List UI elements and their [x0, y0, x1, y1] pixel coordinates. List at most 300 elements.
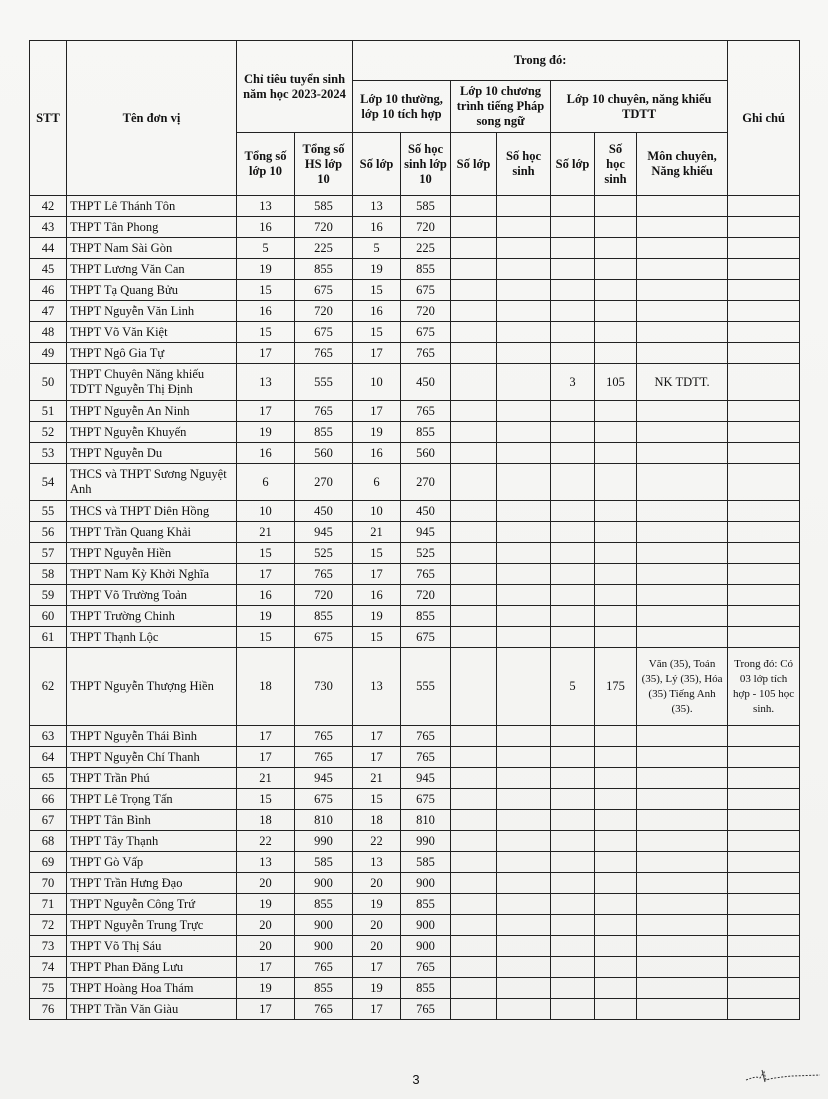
- cell-so-lop-chuyen: [551, 747, 595, 768]
- cell-mon-chuyen: [637, 627, 728, 648]
- cell-tong-so-hs: 765: [295, 957, 353, 978]
- cell-so-lop-phap: [451, 422, 497, 443]
- cell-so-lop-chuyen: [551, 238, 595, 259]
- cell-so-hs-phap: [497, 978, 551, 999]
- cell-so-hs: 585: [401, 196, 451, 217]
- cell-so-hs: 765: [401, 401, 451, 422]
- cell-so-hs-phap: [497, 280, 551, 301]
- cell-so-lop-chuyen: [551, 831, 595, 852]
- cell-stt: 73: [30, 936, 67, 957]
- cell-so-hs-phap: [497, 464, 551, 501]
- cell-so-lop: 5: [353, 238, 401, 259]
- cell-so-lop-phap: [451, 443, 497, 464]
- cell-so-hs-chuyen: [595, 464, 637, 501]
- cell-tong-so-lop: 16: [237, 585, 295, 606]
- header-lop10-phap: Lớp 10 chương trình tiếng Pháp song ngữ: [451, 81, 551, 133]
- cell-so-hs: 945: [401, 522, 451, 543]
- cell-so-lop-phap: [451, 238, 497, 259]
- cell-so-hs: 945: [401, 768, 451, 789]
- cell-so-hs-phap: [497, 364, 551, 401]
- cell-so-hs-chuyen: [595, 196, 637, 217]
- cell-tong-so-hs: 855: [295, 259, 353, 280]
- cell-so-lop-phap: [451, 322, 497, 343]
- table-row: [30, 501, 800, 522]
- cell-tong-so-hs: 765: [295, 747, 353, 768]
- cell-stt: 56: [30, 522, 67, 543]
- cell-so-hs: 855: [401, 606, 451, 627]
- cell-so-lop: 20: [353, 915, 401, 936]
- cell-so-lop: 20: [353, 936, 401, 957]
- cell-so-lop: 17: [353, 957, 401, 978]
- cell-mon-chuyen: [637, 501, 728, 522]
- cell-mon-chuyen: [637, 422, 728, 443]
- cell-so-hs-chuyen: [595, 999, 637, 1020]
- cell-so-lop-chuyen: 5: [551, 648, 595, 726]
- cell-tong-so-lop: 5: [237, 238, 295, 259]
- cell-tong-so-lop: 17: [237, 726, 295, 747]
- cell-mon-chuyen: [637, 196, 728, 217]
- cell-so-lop-phap: [451, 401, 497, 422]
- cell-name: THPT Lương Văn Can: [67, 259, 237, 280]
- cell-ghi-chu: [728, 501, 800, 522]
- cell-stt: 48: [30, 322, 67, 343]
- cell-so-hs: 225: [401, 238, 451, 259]
- cell-so-lop: 21: [353, 768, 401, 789]
- cell-tong-so-lop: 19: [237, 894, 295, 915]
- cell-so-hs-phap: [497, 259, 551, 280]
- cell-so-hs-phap: [497, 564, 551, 585]
- cell-name: THPT Nguyễn Khuyến: [67, 422, 237, 443]
- cell-so-hs: 855: [401, 422, 451, 443]
- cell-so-hs: 270: [401, 464, 451, 501]
- cell-so-hs-phap: [497, 322, 551, 343]
- cell-so-hs-chuyen: [595, 322, 637, 343]
- cell-so-hs-phap: [497, 789, 551, 810]
- cell-name: THPT Lê Thánh Tôn: [67, 196, 237, 217]
- cell-ghi-chu: [728, 873, 800, 894]
- cell-ghi-chu: [728, 894, 800, 915]
- cell-tong-so-lop: 17: [237, 999, 295, 1020]
- table-row: [30, 543, 800, 564]
- cell-so-lop: 17: [353, 747, 401, 768]
- cell-ghi-chu: [728, 564, 800, 585]
- cell-tong-so-hs: 270: [295, 464, 353, 501]
- cell-so-lop-chuyen: [551, 606, 595, 627]
- cell-so-hs-chuyen: [595, 259, 637, 280]
- cell-so-lop: 21: [353, 522, 401, 543]
- cell-tong-so-lop: 6: [237, 464, 295, 501]
- cell-tong-so-lop: 15: [237, 280, 295, 301]
- cell-tong-so-lop: 17: [237, 957, 295, 978]
- cell-so-hs-chuyen: [595, 343, 637, 364]
- cell-ghi-chu: [728, 999, 800, 1020]
- cell-so-hs-chuyen: [595, 564, 637, 585]
- cell-mon-chuyen: [637, 768, 728, 789]
- cell-mon-chuyen: [637, 894, 728, 915]
- table-row: [30, 894, 800, 915]
- cell-so-lop-phap: [451, 747, 497, 768]
- cell-ghi-chu: [728, 522, 800, 543]
- table-row: [30, 768, 800, 789]
- cell-so-hs: 585: [401, 852, 451, 873]
- cell-so-lop-chuyen: [551, 443, 595, 464]
- cell-stt: 57: [30, 543, 67, 564]
- cell-ghi-chu: [728, 915, 800, 936]
- cell-stt: 63: [30, 726, 67, 747]
- cell-stt: 49: [30, 343, 67, 364]
- cell-tong-so-lop: 16: [237, 443, 295, 464]
- cell-so-lop-chuyen: [551, 564, 595, 585]
- page-number: 3: [412, 1072, 420, 1087]
- cell-tong-so-hs: 855: [295, 894, 353, 915]
- table-row: [30, 443, 800, 464]
- cell-so-lop: 19: [353, 606, 401, 627]
- cell-name: THCS và THPT Sương Nguyệt Anh: [67, 464, 237, 501]
- cell-stt: 74: [30, 957, 67, 978]
- cell-so-hs: 765: [401, 343, 451, 364]
- cell-ghi-chu: [728, 768, 800, 789]
- cell-so-lop-phap: [451, 464, 497, 501]
- cell-mon-chuyen: [637, 726, 728, 747]
- table-row: [30, 422, 800, 443]
- header-so-lop-phap: Số lớp: [451, 133, 497, 196]
- cell-name: THPT Gò Vấp: [67, 852, 237, 873]
- cell-mon-chuyen: [637, 238, 728, 259]
- cell-so-hs: 765: [401, 999, 451, 1020]
- cell-so-lop-phap: [451, 564, 497, 585]
- cell-tong-so-hs: 225: [295, 238, 353, 259]
- cell-so-hs-chuyen: [595, 936, 637, 957]
- cell-so-hs-phap: [497, 831, 551, 852]
- cell-so-hs: 450: [401, 501, 451, 522]
- cell-stt: 67: [30, 810, 67, 831]
- cell-stt: 68: [30, 831, 67, 852]
- cell-stt: 75: [30, 978, 67, 999]
- cell-name: THPT Trường Chinh: [67, 606, 237, 627]
- cell-ghi-chu: [728, 443, 800, 464]
- cell-tong-so-hs: 560: [295, 443, 353, 464]
- cell-so-hs: 675: [401, 280, 451, 301]
- cell-so-hs: 855: [401, 978, 451, 999]
- cell-so-hs-chuyen: [595, 280, 637, 301]
- cell-name: THPT Tây Thạnh: [67, 831, 237, 852]
- cell-name: THPT Nguyễn Công Trứ: [67, 894, 237, 915]
- cell-tong-so-hs: 900: [295, 915, 353, 936]
- cell-so-lop-chuyen: [551, 501, 595, 522]
- cell-stt: 59: [30, 585, 67, 606]
- cell-so-lop-chuyen: [551, 217, 595, 238]
- cell-so-hs-phap: [497, 238, 551, 259]
- cell-so-lop: 10: [353, 364, 401, 401]
- cell-so-hs-phap: [497, 301, 551, 322]
- table-header: [30, 41, 800, 196]
- cell-so-hs-phap: [497, 648, 551, 726]
- cell-so-hs-chuyen: [595, 726, 637, 747]
- cell-so-hs: 675: [401, 789, 451, 810]
- table-row: [30, 606, 800, 627]
- header-stt: STT: [30, 41, 67, 196]
- cell-tong-so-lop: 20: [237, 936, 295, 957]
- cell-stt: 42: [30, 196, 67, 217]
- cell-so-lop: 15: [353, 789, 401, 810]
- cell-ghi-chu: [728, 217, 800, 238]
- header-so-lop: Số lớp: [353, 133, 401, 196]
- cell-mon-chuyen: [637, 585, 728, 606]
- cell-so-lop-phap: [451, 196, 497, 217]
- cell-name: THPT Ngô Gia Tự: [67, 343, 237, 364]
- table-row: [30, 280, 800, 301]
- cell-ghi-chu: [728, 422, 800, 443]
- cell-stt: 72: [30, 915, 67, 936]
- cell-tong-so-lop: 15: [237, 789, 295, 810]
- cell-stt: 65: [30, 768, 67, 789]
- header-lop10-thuong: Lớp 10 thường, lớp 10 tích hợp: [353, 81, 451, 133]
- cell-so-hs: 765: [401, 957, 451, 978]
- cell-tong-so-hs: 720: [295, 585, 353, 606]
- cell-so-hs: 855: [401, 259, 451, 280]
- cell-ghi-chu: [728, 301, 800, 322]
- cell-so-hs: 900: [401, 936, 451, 957]
- cell-ghi-chu: [728, 464, 800, 501]
- cell-so-hs-chuyen: [595, 978, 637, 999]
- table-row: [30, 726, 800, 747]
- cell-mon-chuyen: [637, 957, 728, 978]
- cell-tong-so-lop: 17: [237, 401, 295, 422]
- cell-mon-chuyen: [637, 999, 728, 1020]
- cell-so-lop: 16: [353, 217, 401, 238]
- cell-so-hs: 720: [401, 217, 451, 238]
- cell-so-hs-chuyen: [595, 789, 637, 810]
- header-ghi-chu: Ghi chú: [728, 41, 800, 196]
- header-so-hs-phap: Số học sinh: [497, 133, 551, 196]
- cell-name: THPT Hoàng Hoa Thám: [67, 978, 237, 999]
- cell-stt: 60: [30, 606, 67, 627]
- cell-tong-so-lop: 18: [237, 810, 295, 831]
- header-ten-don-vi: Tên đơn vị: [67, 41, 237, 196]
- cell-stt: 76: [30, 999, 67, 1020]
- cell-ghi-chu: [728, 606, 800, 627]
- cell-tong-so-lop: 19: [237, 978, 295, 999]
- cell-tong-so-hs: 765: [295, 726, 353, 747]
- cell-so-lop-chuyen: [551, 343, 595, 364]
- cell-so-hs-phap: [497, 726, 551, 747]
- cell-ghi-chu: [728, 259, 800, 280]
- table-row: [30, 852, 800, 873]
- cell-so-lop: 17: [353, 726, 401, 747]
- cell-stt: 58: [30, 564, 67, 585]
- cell-mon-chuyen: [637, 747, 728, 768]
- cell-name: THPT Nguyễn Du: [67, 443, 237, 464]
- header-trong-do: Trong đó:: [353, 41, 728, 81]
- cell-so-hs-phap: [497, 196, 551, 217]
- cell-stt: 52: [30, 422, 67, 443]
- cell-so-lop-phap: [451, 259, 497, 280]
- table-row: [30, 238, 800, 259]
- cell-ghi-chu: Trong đó: Có 03 lớp tích hợp - 105 học sinh.: [728, 648, 800, 726]
- table-row: [30, 464, 800, 501]
- cell-tong-so-hs: 855: [295, 606, 353, 627]
- table-row: [30, 343, 800, 364]
- cell-tong-so-hs: 765: [295, 401, 353, 422]
- cell-so-hs-phap: [497, 627, 551, 648]
- cell-tong-so-hs: 855: [295, 422, 353, 443]
- cell-stt: 55: [30, 501, 67, 522]
- cell-tong-so-hs: 730: [295, 648, 353, 726]
- cell-so-lop-chuyen: [551, 852, 595, 873]
- cell-so-lop: 15: [353, 280, 401, 301]
- cell-mon-chuyen: [637, 873, 728, 894]
- cell-stt: 70: [30, 873, 67, 894]
- cell-so-hs-phap: [497, 957, 551, 978]
- cell-so-hs-phap: [497, 768, 551, 789]
- cell-so-lop-chuyen: 3: [551, 364, 595, 401]
- cell-tong-so-lop: 19: [237, 606, 295, 627]
- cell-ghi-chu: [728, 852, 800, 873]
- cell-so-hs-chuyen: [595, 543, 637, 564]
- cell-mon-chuyen: [637, 789, 728, 810]
- cell-so-lop: 16: [353, 301, 401, 322]
- cell-mon-chuyen: [637, 280, 728, 301]
- cell-so-lop: 16: [353, 585, 401, 606]
- table-row: [30, 810, 800, 831]
- cell-so-lop-chuyen: [551, 999, 595, 1020]
- table-row: [30, 196, 800, 217]
- table-row: [30, 648, 800, 726]
- cell-ghi-chu: [728, 322, 800, 343]
- cell-so-lop-phap: [451, 789, 497, 810]
- cell-stt: 61: [30, 627, 67, 648]
- cell-so-hs-chuyen: [595, 585, 637, 606]
- cell-ghi-chu: [728, 831, 800, 852]
- cell-tong-so-hs: 990: [295, 831, 353, 852]
- cell-so-lop-phap: [451, 999, 497, 1020]
- cell-stt: 53: [30, 443, 67, 464]
- cell-so-lop-chuyen: [551, 789, 595, 810]
- cell-name: THPT Nam Sài Gòn: [67, 238, 237, 259]
- cell-so-lop-chuyen: [551, 422, 595, 443]
- cell-so-lop-chuyen: [551, 873, 595, 894]
- cell-so-hs-phap: [497, 936, 551, 957]
- cell-tong-so-hs: 675: [295, 322, 353, 343]
- cell-stt: 71: [30, 894, 67, 915]
- cell-ghi-chu: [728, 627, 800, 648]
- cell-ghi-chu: [728, 747, 800, 768]
- header-chi-tieu: Chỉ tiêu tuyển sinh năm học 2023-2024: [237, 41, 353, 133]
- cell-so-hs: 990: [401, 831, 451, 852]
- cell-so-lop-phap: [451, 217, 497, 238]
- cell-so-hs: 675: [401, 322, 451, 343]
- cell-so-hs-chuyen: [595, 831, 637, 852]
- cell-tong-so-lop: 18: [237, 648, 295, 726]
- cell-stt: 62: [30, 648, 67, 726]
- cell-mon-chuyen: [637, 936, 728, 957]
- cell-stt: 50: [30, 364, 67, 401]
- cell-so-lop-chuyen: [551, 585, 595, 606]
- cell-so-hs-phap: [497, 217, 551, 238]
- cell-tong-so-hs: 765: [295, 343, 353, 364]
- cell-name: THPT Lê Trọng Tấn: [67, 789, 237, 810]
- cell-name: THPT Thạnh Lộc: [67, 627, 237, 648]
- cell-so-lop-phap: [451, 301, 497, 322]
- cell-ghi-chu: [728, 936, 800, 957]
- cell-tong-so-hs: 900: [295, 873, 353, 894]
- signature-mark: [742, 1064, 822, 1088]
- cell-so-lop-chuyen: [551, 196, 595, 217]
- header-mon-chuyen: Môn chuyên, Năng khiếu: [637, 133, 728, 196]
- cell-ghi-chu: [728, 726, 800, 747]
- cell-so-hs-chuyen: [595, 301, 637, 322]
- cell-so-lop-chuyen: [551, 810, 595, 831]
- cell-so-lop-chuyen: [551, 259, 595, 280]
- cell-name: THPT Chuyên Năng khiếu TDTT Nguyễn Thị Định: [67, 364, 237, 401]
- cell-so-lop: 13: [353, 196, 401, 217]
- enrollment-table: [29, 40, 800, 1020]
- cell-mon-chuyen: [637, 543, 728, 564]
- cell-ghi-chu: [728, 196, 800, 217]
- cell-tong-so-hs: 765: [295, 999, 353, 1020]
- cell-so-lop-chuyen: [551, 464, 595, 501]
- cell-name: THPT Võ Trường Toản: [67, 585, 237, 606]
- cell-so-lop-phap: [451, 810, 497, 831]
- cell-so-hs: 720: [401, 585, 451, 606]
- cell-ghi-chu: [728, 343, 800, 364]
- cell-mon-chuyen: [637, 401, 728, 422]
- cell-so-lop-phap: [451, 522, 497, 543]
- table-row: [30, 936, 800, 957]
- cell-so-hs-chuyen: [595, 768, 637, 789]
- cell-so-hs-chuyen: [595, 627, 637, 648]
- cell-so-hs-chuyen: [595, 443, 637, 464]
- cell-so-hs-chuyen: [595, 401, 637, 422]
- cell-so-lop-chuyen: [551, 726, 595, 747]
- cell-so-hs-phap: [497, 915, 551, 936]
- cell-tong-so-hs: 855: [295, 978, 353, 999]
- cell-mon-chuyen: [637, 852, 728, 873]
- cell-so-lop-chuyen: [551, 768, 595, 789]
- cell-so-lop-phap: [451, 543, 497, 564]
- cell-tong-so-hs: 525: [295, 543, 353, 564]
- table-row: [30, 831, 800, 852]
- cell-name: THPT Tân Phong: [67, 217, 237, 238]
- cell-tong-so-lop: 13: [237, 852, 295, 873]
- cell-mon-chuyen: [637, 343, 728, 364]
- table-row: [30, 585, 800, 606]
- cell-ghi-chu: [728, 364, 800, 401]
- cell-so-lop: 17: [353, 999, 401, 1020]
- cell-tong-so-hs: 675: [295, 280, 353, 301]
- cell-so-hs: 450: [401, 364, 451, 401]
- cell-stt: 44: [30, 238, 67, 259]
- cell-so-hs-chuyen: [595, 894, 637, 915]
- cell-tong-so-lop: 17: [237, 564, 295, 585]
- cell-tong-so-hs: 450: [295, 501, 353, 522]
- cell-name: THPT Tạ Quang Bửu: [67, 280, 237, 301]
- cell-stt: 45: [30, 259, 67, 280]
- cell-so-lop-phap: [451, 364, 497, 401]
- cell-tong-so-hs: 945: [295, 768, 353, 789]
- cell-so-lop-phap: [451, 585, 497, 606]
- cell-mon-chuyen: [637, 831, 728, 852]
- cell-so-lop: 19: [353, 259, 401, 280]
- cell-so-hs: 900: [401, 873, 451, 894]
- cell-so-lop: 6: [353, 464, 401, 501]
- cell-mon-chuyen: [637, 606, 728, 627]
- cell-so-hs: 810: [401, 810, 451, 831]
- cell-so-lop-phap: [451, 894, 497, 915]
- cell-so-hs-phap: [497, 999, 551, 1020]
- table-row: [30, 364, 800, 401]
- cell-name: THPT Võ Thị Sáu: [67, 936, 237, 957]
